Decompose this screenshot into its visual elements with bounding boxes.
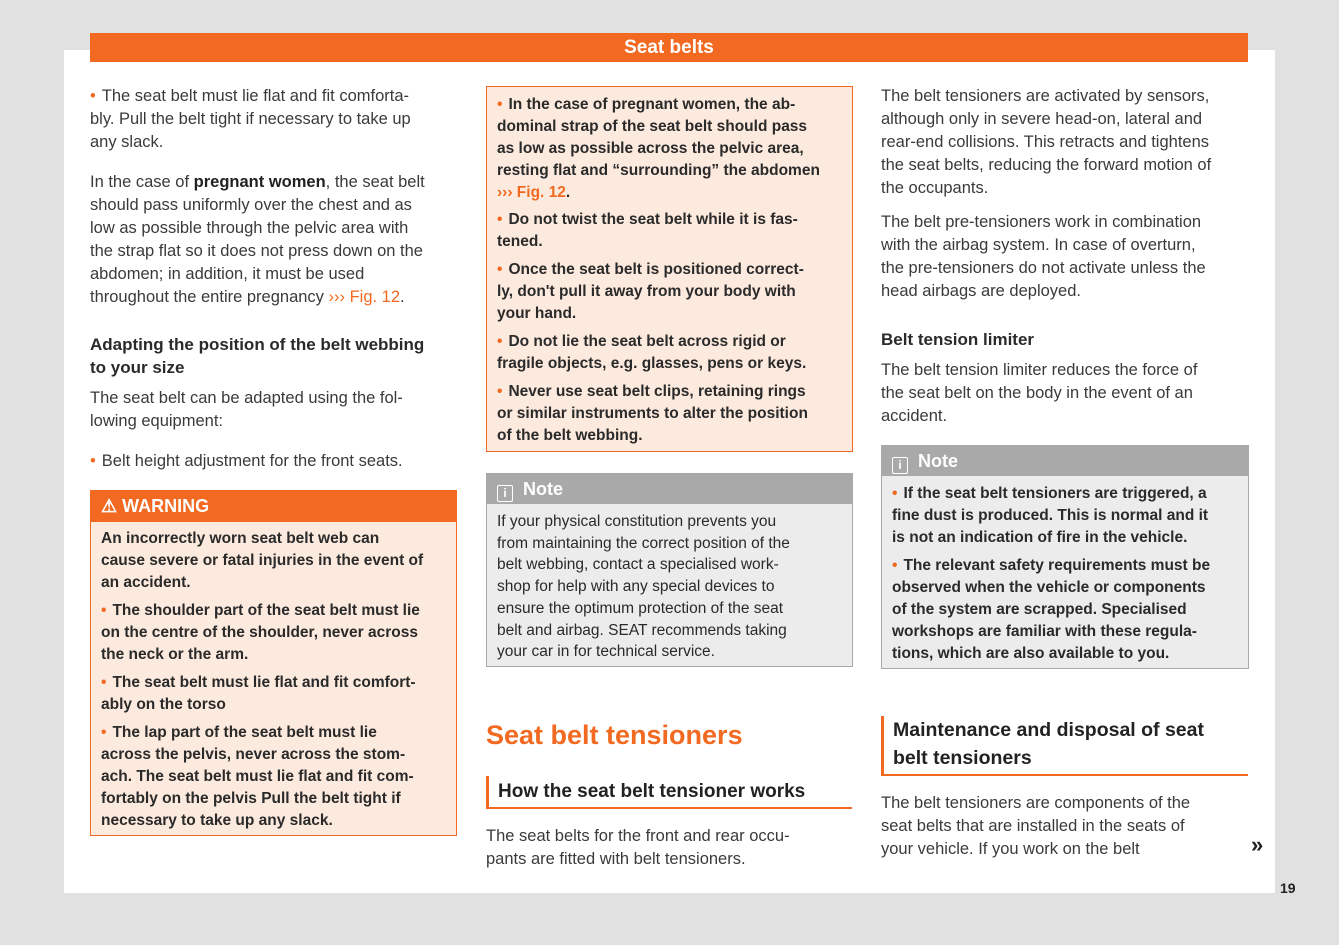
text-line: low as possible through the pelvic area with <box>90 219 409 237</box>
text-line: Maintenance and disposal of seat <box>893 719 1204 741</box>
bullet-icon: • <box>892 485 898 502</box>
caution-bullet <box>497 381 808 447</box>
text-line: the pre-tensioners do not activate unless the <box>881 259 1206 277</box>
warning-text <box>101 528 423 594</box>
text-line: shop for help with any special devices to <box>497 578 775 596</box>
caution-bullet <box>497 331 806 375</box>
text-line: lowing equipment: <box>90 412 223 430</box>
paragraph <box>90 85 411 154</box>
text-line: or similar instruments to alter the position <box>497 405 808 422</box>
text-line: cause severe or fatal injuries in the event of <box>101 552 424 569</box>
subheading <box>881 716 1248 776</box>
warning-icon: ⚠ <box>101 496 123 516</box>
text-line: observed when the vehicle or components <box>892 579 1206 596</box>
bullet-icon: • <box>497 333 503 350</box>
text-line: any slack. <box>90 133 164 151</box>
caution-box <box>486 86 853 452</box>
text-line: An incorrectly worn seat belt web can <box>101 530 380 547</box>
text-line: to your size <box>90 358 185 377</box>
text-line: Belt tension limiter <box>881 330 1035 349</box>
text-line: If your physical constitution prevents you <box>497 513 777 530</box>
text-line: dominal strap of the seat belt should pass <box>497 118 808 135</box>
text-line: ach. The seat belt must lie flat and fit com- <box>101 768 414 785</box>
text-segment: , the seat belt <box>325 173 425 191</box>
figure-link[interactable]: ››› Fig. 12 <box>497 184 566 201</box>
text-line: rear-end collisions. This retracts and tightens <box>881 133 1210 151</box>
text-line <box>90 85 411 108</box>
note-bullet <box>892 555 1210 665</box>
warning-bullet <box>101 600 420 666</box>
text-segment: Do not lie the seat belt across rigid or <box>508 333 786 350</box>
text-line: the strap flat so it does not press down on the <box>90 242 423 260</box>
warning-title: WARNING <box>122 496 210 516</box>
note-title: Note <box>523 479 563 499</box>
text-line: across the pelvis, never across the stom- <box>101 746 406 763</box>
text-segment: The shoulder part of the seat belt must lie <box>112 602 420 619</box>
subheading: How the seat belt tensioner works <box>486 776 852 809</box>
text-line: The seat belt can be adapted using the fol- <box>90 389 403 407</box>
text-line <box>497 209 798 231</box>
paragraph <box>881 359 1197 428</box>
paragraph <box>881 211 1206 303</box>
text-line: from maintaining the correct position of the <box>497 534 790 552</box>
figure-link[interactable]: ››› Fig. 12 <box>328 288 401 306</box>
text-line: tions, which are also available to you. <box>892 645 1170 662</box>
text-line: fortably on the pelvis Pull the belt tight if <box>101 790 401 807</box>
bullet-icon: • <box>101 602 107 619</box>
text-line <box>101 722 414 744</box>
warning-header <box>91 491 456 522</box>
text-line: an accident. <box>101 574 191 591</box>
warning-box <box>90 490 457 836</box>
bullet-icon: • <box>497 383 503 400</box>
text-line <box>892 555 1210 577</box>
section-title: Seat belt tensioners <box>486 720 743 750</box>
text-line: abdomen; in addition, it must be used <box>90 265 365 283</box>
text-line: workshops are familiar with these regula- <box>892 623 1197 640</box>
text-line <box>90 171 425 194</box>
text-line: head airbags are deployed. <box>881 282 1081 300</box>
bullet-icon: • <box>497 96 503 113</box>
text-line: The belt tensioners are components of the <box>881 794 1191 812</box>
text-line: fine dust is produced. This is normal and it <box>892 507 1209 524</box>
text-segment: The lap part of the seat belt must lie <box>112 724 377 741</box>
text-line: The belt tensioners are activated by sensors, <box>881 87 1210 105</box>
bullet-item <box>90 450 403 473</box>
text-segment: In the case of pregnant women, the ab- <box>508 96 796 113</box>
info-icon: i <box>497 485 513 502</box>
continue-arrow-icon: » <box>1251 832 1264 857</box>
note-text <box>497 511 790 663</box>
text-line: your vehicle. If you work on the belt <box>881 840 1140 858</box>
bullet-icon: • <box>101 674 107 691</box>
text-line: the seat belt on the body in the event of an <box>881 384 1193 402</box>
text-line: belt and airbag. SEAT recommends taking <box>497 621 787 639</box>
text-line: the occupants. <box>881 179 989 197</box>
text-line: although only in severe head-on, lateral and <box>881 110 1203 128</box>
page-number: 19 <box>1280 880 1296 896</box>
text-segment: The relevant safety requirements must be <box>903 557 1211 574</box>
caution-bullet <box>497 209 798 253</box>
text-line: with the airbag system. In case of overturn, <box>881 236 1196 254</box>
text-segment: Once the seat belt is positioned correct- <box>508 261 804 278</box>
text-line: The belt pre-tensioners work in combination <box>881 213 1202 231</box>
text-line <box>497 381 808 403</box>
text-line: The belt tension limiter reduces the force of <box>881 361 1198 379</box>
text-line <box>90 286 425 309</box>
note-header <box>487 474 852 504</box>
text-line: your hand. <box>497 305 577 322</box>
paragraph <box>881 85 1211 200</box>
text-segment: The seat belt must lie flat and fit comforta- <box>101 87 409 105</box>
text-line: ensure the optimum protection of the seat <box>497 599 784 617</box>
paragraph <box>486 825 790 871</box>
text-line: the neck or the arm. <box>101 646 249 663</box>
text-line: tened. <box>497 233 543 250</box>
text-line: belt tensioners <box>893 747 1032 769</box>
caution-bullet <box>497 94 820 204</box>
text-line: bly. Pull the belt tight if necessary to take up <box>90 110 411 128</box>
text-segment: . <box>400 288 405 306</box>
text-segment: Do not twist the seat belt while it is fas- <box>508 211 798 228</box>
note-title: Note <box>918 451 958 471</box>
text-line: on the centre of the shoulder, never across <box>101 624 418 641</box>
text-line <box>892 483 1208 505</box>
note-box <box>881 445 1249 669</box>
bullet-icon: • <box>101 724 107 741</box>
text-segment: Never use seat belt clips, retaining rings <box>508 383 806 400</box>
text-line <box>497 331 806 353</box>
note-box <box>486 473 853 667</box>
text-line: the seat belts, reducing the forward motion of <box>881 156 1212 174</box>
text-line: pants are fitted with belt tensioners. <box>486 850 746 868</box>
text-segment: throughout the entire pregnancy <box>90 288 329 306</box>
text-segment: Belt height adjustment for the front seats. <box>101 452 403 470</box>
paragraph <box>881 792 1190 861</box>
text-line: ably on the torso <box>101 696 226 713</box>
caution-bullet <box>497 259 804 325</box>
text-line: your car in for technical service. <box>497 643 715 661</box>
bold-text: pregnant women <box>193 173 326 191</box>
bullet-icon: • <box>90 452 96 470</box>
text-segment: In the case of <box>90 173 194 191</box>
text-line: should pass uniformly over the chest and as <box>90 196 412 214</box>
bullet-icon: • <box>497 211 503 228</box>
subheading <box>90 333 424 379</box>
warning-bullet <box>101 672 416 716</box>
paragraph <box>90 387 403 433</box>
text-line: as low as possible across the pelvic area, <box>497 140 804 157</box>
text-line: seat belts that are installed in the seats of <box>881 817 1185 835</box>
subheading <box>881 328 1034 351</box>
text-line <box>90 450 403 473</box>
text-line <box>497 182 820 204</box>
note-bullet <box>892 483 1208 549</box>
warning-bullet <box>101 722 414 832</box>
info-icon: i <box>892 457 908 474</box>
text-line <box>101 672 416 694</box>
text-line: necessary to take up any slack. <box>101 812 333 829</box>
bullet-icon: • <box>90 87 96 105</box>
text-segment: . <box>565 184 571 201</box>
page-header: Seat belts <box>90 33 1248 62</box>
text-line: belt webbing, contact a specialised work- <box>497 556 779 574</box>
text-line: The seat belts for the front and rear occu- <box>486 827 790 845</box>
text-line: accident. <box>881 407 948 425</box>
text-segment: The seat belt must lie flat and fit comfort- <box>112 674 416 691</box>
text-line: is not an indication of fire in the vehicle. <box>892 529 1188 546</box>
text-segment: If the seat belt tensioners are triggered, a <box>903 485 1207 502</box>
text-line <box>101 600 420 622</box>
text-line: of the system are scrapped. Specialised <box>892 601 1187 618</box>
text-line: of the belt webbing. <box>497 427 643 444</box>
paragraph <box>90 171 425 309</box>
text-line: ly, don't pull it away from your body with <box>497 283 796 300</box>
note-header <box>882 446 1248 476</box>
text-line <box>497 94 820 116</box>
bullet-icon: • <box>497 261 503 278</box>
text-line: fragile objects, e.g. glasses, pens or keys. <box>497 355 807 372</box>
bullet-icon: • <box>892 557 898 574</box>
text-line <box>497 259 804 281</box>
text-line: Adapting the position of the belt webbing <box>90 335 425 354</box>
text-line: resting flat and “surrounding” the abdomen <box>497 162 820 179</box>
